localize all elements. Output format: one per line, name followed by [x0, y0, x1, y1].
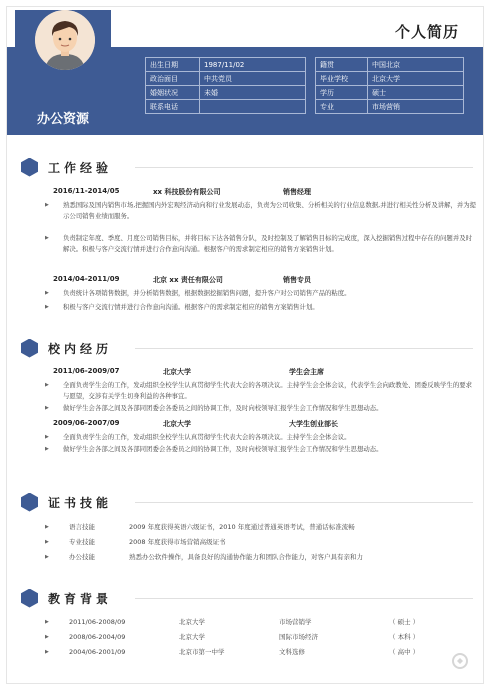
entry-period: 2014/04-2011/09: [53, 275, 120, 283]
education-major: 国际市场经济: [279, 633, 318, 641]
education-row: [57, 632, 477, 643]
bullet-text: ▶ 熟悉国际及国内销售市场,把握国内外宏观经济动向和行业发展动态，负责为公司收集、分析相关的行业信息数据,并进行相关性分析及讲解，并为提示公司销售业绩而服务。: [63, 201, 477, 220]
entry-period: 2009/06-2007/09: [53, 419, 120, 427]
bullet-text: ▶ 全面负责学生会的工作，发动组织全校学生认真贯彻学生代表大会的各项决议。主持学生会全体会议，代表学生会向政教处、团委反映学生的要求与愿望，交涉有关学生切身利益的各种事宜。: [63, 381, 472, 400]
education-major: 文科选修: [279, 648, 305, 656]
campus-bullet: [57, 403, 477, 414]
campus-bullet: [57, 444, 477, 455]
info-value: 中共党员: [200, 72, 306, 86]
info-row: [146, 100, 306, 114]
info-label: 婚姻状况: [146, 86, 200, 100]
education-degree: （ 本科 ）: [389, 633, 420, 641]
info-label: 政治面目: [146, 72, 200, 86]
section-header-campus: [21, 338, 112, 358]
section-title: 证书技能: [48, 495, 113, 510]
education-period: ▶ 2008/06-2004/09: [69, 633, 126, 641]
info-row: [146, 86, 306, 100]
resume-page: [6, 6, 484, 684]
info-value: 北京大学: [368, 72, 464, 86]
hexagon-icon: [21, 589, 38, 608]
entry-period: 2016/11-2014/05: [53, 187, 120, 195]
campus-bullet: [57, 432, 477, 443]
info-value: 中国北京: [368, 58, 464, 72]
skill-label: ▶ 办公技能: [69, 553, 95, 561]
info-value: 硕士: [368, 86, 464, 100]
entry-organization: 北京 xx 责任有限公司: [153, 276, 223, 284]
skill-value: 熟悉办公软件操作，具备良好的沟通协作能力和团队合作能力，对客户具有亲和力: [129, 553, 363, 561]
hexagon-icon: [21, 339, 38, 358]
info-value: 未婚: [200, 86, 306, 100]
info-row: [316, 72, 464, 86]
education-school: 北京大学: [179, 618, 205, 626]
skill-row: [57, 522, 477, 533]
watermark-icon: [451, 652, 469, 670]
section-divider: [135, 348, 473, 349]
entry-organization: xx 科技股份有限公司: [153, 188, 221, 196]
section-title: 工作经验: [48, 160, 113, 175]
info-row: [146, 58, 306, 72]
entry-role: 学生会主席: [289, 368, 324, 376]
hexagon-icon: [21, 493, 38, 512]
work-bullet: [57, 302, 477, 313]
avatar-illustration: [35, 10, 95, 70]
bullet-text: ▶ 负责制定年度、季度、月度公司销售目标，并将目标下达各销售分队，及时控制及了解销售目标的完成度，深入挖掘销售过程中存在的问题并及时解决。积极与客户交流行情并进行合作意向沟通。根据客户的需求制定相应的销售方案销售计划。: [63, 234, 472, 253]
work-bullet: [57, 200, 477, 222]
entry-role: 销售经理: [283, 188, 311, 196]
bullet-text: ▶ 做好学生会各部之间及各部同团委会各委员之间的协调工作，及时向校领导汇报学生会工作情况和学生思想动态。: [63, 404, 383, 412]
education-degree: （ 高中 ）: [389, 648, 420, 656]
education-school: 北京市第一中学: [179, 648, 225, 656]
education-school: 北京大学: [179, 633, 205, 641]
education-row: [57, 647, 477, 658]
work-bullet: [57, 233, 477, 255]
info-value: 1987/11/02: [200, 58, 306, 72]
bullet-text: ▶ 负责统计各项销售数据，并分析销售数据，根据数据挖掘销售问题，提升客户对公司销售产品的粘度。: [63, 289, 351, 297]
entry-period: 2011/06-2009/07: [53, 367, 120, 375]
education-major: 市场营销学: [279, 618, 312, 626]
section-divider: [135, 598, 473, 599]
info-row: [316, 100, 464, 114]
avatar-column: [15, 10, 111, 130]
info-label: 毕业学校: [316, 72, 368, 86]
info-row: [316, 86, 464, 100]
watermark-logo: [451, 652, 469, 673]
skill-label: ▶ 语言技能: [69, 523, 95, 531]
campus-bullet: [57, 380, 477, 402]
skill-row: [57, 537, 477, 548]
work-bullet: [57, 288, 477, 299]
education-period: ▶ 2004/06-2001/09: [69, 648, 126, 656]
section-title: 教育背景: [48, 591, 113, 606]
skill-label: ▶ 专业技能: [69, 538, 95, 546]
entry-organization: 北京大学: [163, 368, 191, 376]
education-period: ▶ 2011/06-2008/09: [69, 618, 126, 626]
brand-name: 办公资源: [36, 112, 89, 127]
info-row: [146, 72, 306, 86]
bullet-text: ▶ 积极与客户交流行情并进行合作意向沟通。根据客户的需求制定相应的销售方案销售计划。: [63, 303, 319, 311]
education-degree: （ 硕士 ）: [389, 618, 420, 626]
hexagon-icon: [21, 158, 38, 177]
skill-row: [57, 552, 477, 563]
resume-title: 个人简历: [394, 23, 459, 41]
avatar: [35, 10, 95, 70]
entry-role: 销售专员: [283, 276, 311, 284]
info-label: 联系电话: [146, 100, 200, 114]
section-title: 校内经历: [48, 341, 113, 356]
section-header-skills: [21, 492, 112, 512]
info-value: 市场营销: [368, 100, 464, 114]
info-label: 籍贯: [316, 58, 368, 72]
entry-role: 大学生创业部长: [289, 420, 338, 428]
info-label: 出生日期: [146, 58, 200, 72]
entry-organization: 北京大学: [163, 420, 191, 428]
basic-info-table-left: [145, 57, 306, 114]
skill-value: 2008 年度获得市场营销高级证书: [129, 538, 226, 546]
info-label: 专业: [316, 100, 368, 114]
bullet-text: ▶ 全面负责学生会的工作，发动组织全校学生认真贯彻学生代表大会的各项决议。主持学生会全体会议。: [63, 433, 351, 441]
skill-value: 2009 年度获得英语六级证书，2010 年度通过普通英语考试，普通话标准流畅: [129, 523, 355, 531]
bullet-text: ▶ 做好学生会各部之间及各部同团委会各委员之间的协调工作，及时向校领导汇报学生会工作情况和学生思想动态。: [63, 445, 383, 453]
info-row: [316, 58, 464, 72]
section-header-work: [21, 157, 112, 177]
section-divider: [135, 502, 473, 503]
info-value: [200, 100, 306, 114]
section-divider: [135, 167, 473, 168]
section-header-education: [21, 588, 112, 608]
info-label: 学历: [316, 86, 368, 100]
basic-info-table-right: [315, 57, 464, 114]
education-row: [57, 617, 477, 628]
